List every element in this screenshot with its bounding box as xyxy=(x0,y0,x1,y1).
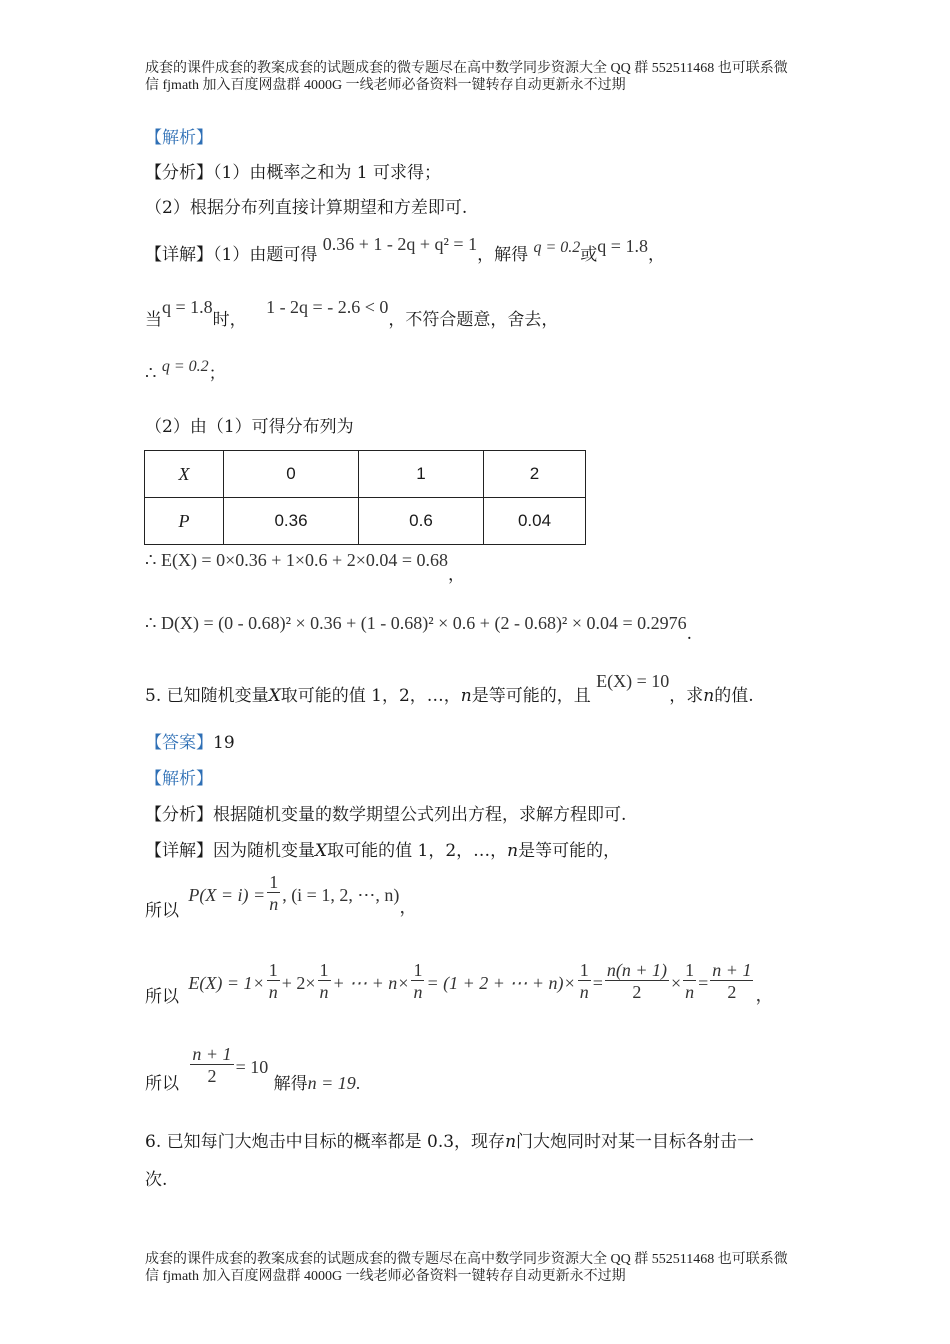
var-n: n xyxy=(507,841,519,861)
table-cell: 0.36 xyxy=(224,498,359,545)
frac-n1-2 xyxy=(190,1044,233,1087)
q5-ex-formula xyxy=(145,960,774,1007)
frac-den: n xyxy=(685,982,695,1002)
var-x: X xyxy=(268,686,281,706)
eq-part: = xyxy=(698,973,709,993)
stem-text: 的值. xyxy=(714,686,754,706)
xiangjie-tag: 【详解】 xyxy=(145,841,213,861)
eq-part: , (i = 1, 2, ⋯, n) xyxy=(282,885,400,905)
q6-stem-line2: 次. xyxy=(145,1170,168,1190)
table-cell: 0.04 xyxy=(484,498,586,545)
frac-num: n + 1 xyxy=(712,960,752,980)
stem-text: 是等可能的，且 xyxy=(471,686,591,706)
var-n: n xyxy=(703,686,715,706)
table-cell: 1 xyxy=(359,451,484,498)
table-cell: 2 xyxy=(484,451,586,498)
eq-part: . xyxy=(355,1073,361,1093)
frac-num: 1 xyxy=(579,960,589,980)
frac-den: n xyxy=(269,894,279,914)
page-footer-line1: 成套的课件成套的教案成套的试题成套的微专题尽在高中数学同步资源大全 QQ 群 552511468 也可联系微 xyxy=(145,1252,788,1267)
q5-prob-formula xyxy=(145,872,418,921)
xj-text: ， xyxy=(647,245,665,265)
table-cell-x-label: X xyxy=(145,451,224,498)
page-header-line1: 成套的课件成套的教案成套的试题成套的微专题尽在高中数学同步资源大全 QQ 群 552511468 也可联系微 xyxy=(145,61,788,76)
frac-num: 1 xyxy=(685,960,695,980)
table-cell-p-label: P xyxy=(145,498,224,545)
xj-text: 是等可能的， xyxy=(518,841,621,861)
suoyi-label: 所以 xyxy=(145,987,179,1007)
answer-value: 19 xyxy=(213,733,235,753)
eq-part: + ⋯ + n× xyxy=(332,973,410,993)
eq-ex-10: E(X) = 10 xyxy=(596,671,670,691)
fenxi-text: 根据随机变量的数学期望公式列出方程，求解方程即可. xyxy=(213,805,627,825)
frac-den: 2 xyxy=(190,1064,233,1087)
frac-num: n + 1 xyxy=(192,1044,232,1064)
frac-1-n xyxy=(267,872,280,915)
eq-result: n = 19 xyxy=(307,1073,356,1093)
q4-variance xyxy=(145,612,693,644)
table-cell: 0 xyxy=(224,451,359,498)
eq-part: × xyxy=(670,973,682,993)
stem-text: ，求 xyxy=(669,686,704,706)
eq-part: ， xyxy=(755,985,774,1005)
answer-tag: 【答案】 xyxy=(145,733,213,753)
q5-fenxi xyxy=(145,804,626,826)
table-cell: 0.6 xyxy=(359,498,484,545)
xj-text: 因为随机变量 xyxy=(213,841,315,861)
frac-num: 1 xyxy=(319,960,329,980)
eq-ex-formula xyxy=(188,960,773,1003)
page-header-line2: 信 fjmath 加入百度网盘群 4000G 一线老师必备资料一键转存自动更新永不过期 xyxy=(145,78,626,93)
var-n: n xyxy=(460,686,472,706)
q4-fenxi-2: （2）根据分布列直接计算期望和方差即可. xyxy=(145,198,468,218)
frac-num: 1 xyxy=(269,872,279,892)
frac-num: n(n + 1) xyxy=(606,960,667,980)
q5-answer xyxy=(145,732,235,754)
frac-den: n xyxy=(319,982,329,1002)
xj-text: 取可能的值 1，2，…， xyxy=(327,841,508,861)
fenxi-tag: 【分析】 xyxy=(145,163,213,183)
eq-solve xyxy=(188,1044,268,1087)
q5-stem xyxy=(145,671,754,707)
stem-text: 6. 已知每门大炮击中目标的概率都是 0.3，现存 xyxy=(145,1132,506,1152)
eq-q2: q = 1.8 xyxy=(597,236,648,256)
frac-num: 1 xyxy=(413,960,423,980)
var-n: n xyxy=(505,1132,517,1152)
frac-1-n xyxy=(411,960,424,1003)
q5-solve xyxy=(145,1044,361,1094)
q4-xiangjie-line3 xyxy=(145,358,226,386)
eq-part: = 10 xyxy=(235,1057,269,1077)
frac-den: n xyxy=(413,982,423,1002)
eq-prob-sum: 0.36 + 1 - 2q + q² = 1 xyxy=(322,234,478,254)
frac-den: 2 xyxy=(605,980,669,1003)
fenxi-text: （1）由概率之和为 1 可求得； xyxy=(213,163,441,183)
frac-1-n xyxy=(267,960,280,1003)
q4-fenxi xyxy=(145,162,441,184)
q4-part2: （2）由（1）可得分布列为 xyxy=(145,417,354,437)
q4-xiangjie-line2 xyxy=(145,297,559,331)
xj-text: 时， xyxy=(212,310,247,330)
frac-den: n xyxy=(268,982,278,1002)
q4-expectation xyxy=(145,549,465,585)
eq-part: ， xyxy=(399,897,418,917)
xj-text: ； xyxy=(208,364,226,384)
eq-part: = xyxy=(592,973,603,993)
table-row xyxy=(145,451,586,498)
table-row xyxy=(145,498,586,545)
page-footer-line2: 信 fjmath 加入百度网盘群 4000G 一线老师必备资料一键转存自动更新永不过期 xyxy=(145,1269,626,1284)
eq-part: E(X) = 1× xyxy=(188,973,265,993)
eq-part: + 2× xyxy=(281,973,316,993)
q6-stem-line1 xyxy=(145,1131,754,1153)
suoyi-label: 所以 xyxy=(145,1074,179,1094)
eq-q1: q = 0.2 xyxy=(533,239,581,256)
frac-1-n xyxy=(318,960,331,1003)
q4-xiangjie-line1 xyxy=(145,234,665,267)
frac-1-n xyxy=(683,960,696,1003)
eq-q-final: q = 0.2 xyxy=(161,358,209,375)
frac-nn1-2 xyxy=(605,960,669,1003)
xj-text: （1）由题可得 xyxy=(213,245,318,265)
frac-1-n xyxy=(578,960,591,1003)
q5-xiangjie xyxy=(145,840,620,862)
distribution-table xyxy=(144,450,586,545)
xiangjie-tag: 【详解】 xyxy=(145,245,213,265)
xj-text: ，解得 xyxy=(477,245,529,265)
eq-expectation: ∴ E(X) = 0×0.36 + 1×0.6 + 2×0.04 = 0.68 xyxy=(145,550,448,570)
var-x: X xyxy=(315,841,328,861)
eq-q-18: q = 1.8 xyxy=(162,297,213,317)
frac-den: 2 xyxy=(710,980,753,1003)
xj-text: . xyxy=(686,624,693,644)
eq-variance: ∴ D(X) = (0 - 0.68)² × 0.36 + (1 - 0.68)² × 0.6 + (2 - 0.68)² × 0.04 = 0.2976 xyxy=(145,613,687,633)
fenxi-tag: 【分析】 xyxy=(145,805,213,825)
eq-part: P(X = i) = xyxy=(188,885,266,905)
q4-jiexi-tag: 【解析】 xyxy=(145,128,213,148)
eq-check: 1 - 2q = - 2.6 < 0 xyxy=(266,297,389,317)
q5-jiexi-tag: 【解析】 xyxy=(145,769,213,789)
frac-num: 1 xyxy=(268,960,278,980)
stem-text: 5. 已知随机变量 xyxy=(145,686,269,706)
solve-text: 解得 xyxy=(273,1074,308,1094)
eq-prob-formula xyxy=(188,872,417,915)
eq-part: = (1 + 2 + ⋯ + n)× xyxy=(426,973,576,993)
xj-text: ， xyxy=(448,565,465,585)
xj-text: 当 xyxy=(145,310,162,330)
frac-n1-2 xyxy=(710,960,753,1003)
xj-text: ，不符合题意，舍去， xyxy=(388,310,559,330)
suoyi-label: 所以 xyxy=(145,901,179,921)
stem-text: 门大炮同时对某一目标各射击一 xyxy=(516,1132,755,1152)
stem-text: 取可能的值 1，2，…， xyxy=(280,686,461,706)
therefore-symbol: ∴ xyxy=(145,363,157,383)
frac-den: n xyxy=(579,982,589,1002)
xj-text: 或 xyxy=(580,245,598,265)
